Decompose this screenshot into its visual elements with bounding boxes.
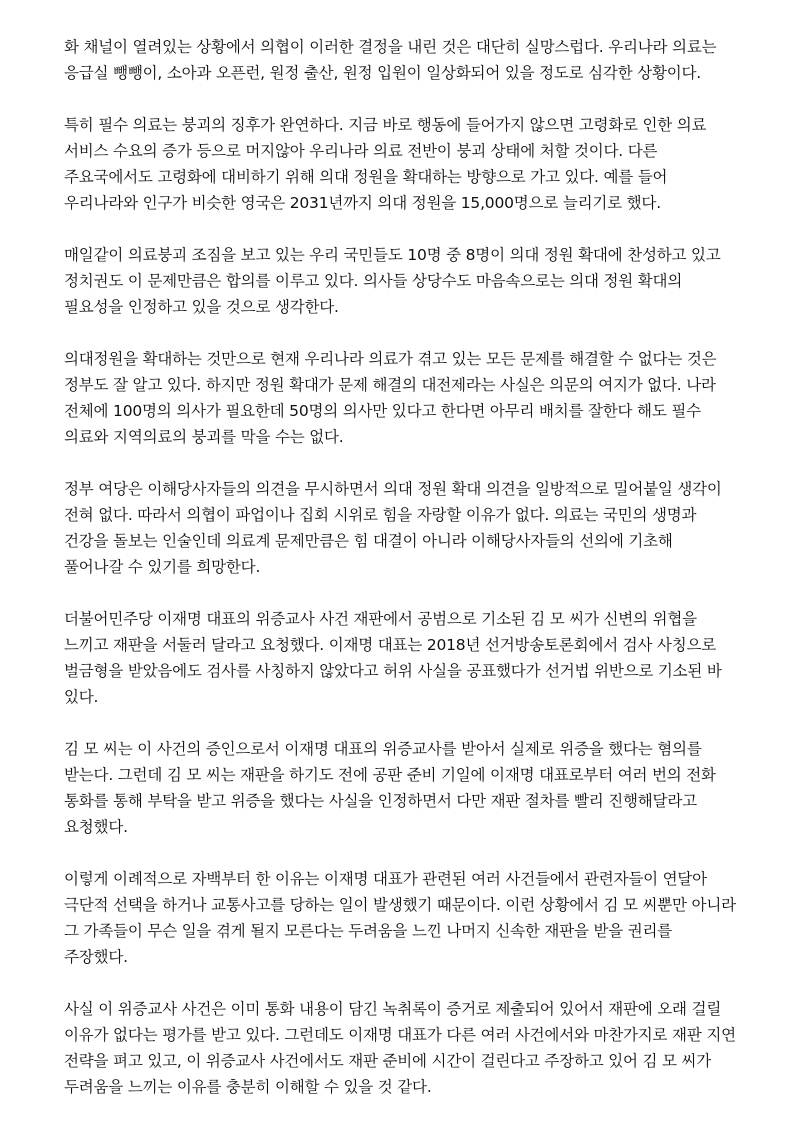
paragraph-8: 이렇게 이례적으로 자백부터 한 이유는 이재명 대표가 관련된 여러 사건들에서 관련자들이 연달아 극단적 선택을 하거나 교통사고를 당하는 일이 발생했기 때문이다. 이런 상황에서 김 모 씨뿐만 아니라 그 가족들이 무슨 일을 겪게 될지 모른다는 두려움을 느낀 나머지 신속한 재판을 받을 권리를 주장했다. xyxy=(64,870,736,966)
paragraph-6: 더불어민주당 이재명 대표의 위증교사 사건 재판에서 공범으로 기소된 김 모 씨가 신변의 위협을 느끼고 재판을 서둘러 달라고 요청했다. 이재명 대표는 2018년 선거방송토론회에서 검사 사칭으로 벌금형을 받았음에도 검사를 사칭하지 않았다고 허위 사실을 공표했다가 선거법 위반으로 기소된 바 있다. xyxy=(64,610,722,706)
paragraph-7: 김 모 씨는 이 사건의 증인으로서 이재명 대표의 위증교사를 받아서 실제로 위증을 했다는 혐의를 받는다. 그런데 김 모 씨는 재판을 하기도 전에 공판 준비 기일에 이재명 대표로부터 여러 번의 전화 통화를 통해 부탁을 받고 위증을 했다는 사실을 인정하면서 다만 재판 절차를 빨리 진행해달라고 요청했다. xyxy=(64,740,716,836)
paragraph-2: 특히 필수 의료는 붕괴의 징후가 완연하다. 지금 바로 행동에 들어가지 않으면 고령화로 인한 의료 서비스 수요의 증가 등으로 머지않아 우리나라 의료 전반이 붕괴 상태에 처할 것이다. 다른 주요국에서도 고령화에 대비하기 위해 의대 정원을 확대하는 방향으로 가고 있다. 예를 들어 우리나라와 인구가 비슷한 영국은 2031년까지 의대 정원을 15,000명으로 늘리기로 했다. xyxy=(64,116,707,212)
paragraph-3: 매일같이 의료붕괴 조짐을 보고 있는 우리 국민들도 10명 중 8명이 의대 정원 확대에 찬성하고 있고 정치권도 이 문제만큼은 합의를 이루고 있다. 의사들 상당수도 마음속으로는 의대 정원 확대의 필요성을 인정하고 있을 것으로 생각한다. xyxy=(64,246,721,316)
paragraph-1: 화 채널이 열려있는 상황에서 의협이 이러한 결정을 내린 것은 대단히 실망스럽다. 우리나라 의료는 응급실 뺑뺑이, 소아과 오픈런, 원정 출산, 원정 입원이 일상화되어 있을 정도로 심각한 상황이다. xyxy=(64,38,717,82)
paragraph-5: 정부 여당은 이해당사자들의 의견을 무시하면서 의대 정원 확대 의견을 일방적으로 밀어붙일 생각이 전혀 없다. 따라서 의협이 파업이나 집회 시위로 힘을 자랑할 이유가 없다. 의료는 국민의 생명과 건강을 돌보는 인술인데 의료계 문제만큼은 힘 대결이 아니라 이해당사자들의 선의에 기초해 풀어나갈 수 있기를 희망한다. xyxy=(64,480,722,576)
paragraph-9: 사실 이 위증교사 사건은 이미 통화 내용이 담긴 녹취록이 증거로 제출되어 있어서 재판에 오래 걸릴 이유가 없다는 평가를 받고 있다. 그런데도 이재명 대표가 다른 여러 사건에서와 마찬가지로 재판 지연 전략을 펴고 있고, 이 위증교사 사건에서도 재판 준비에 시간이 걸린다고 주장하고 있어 김 모 씨가 두려움을 느끼는 이유를 충분히 이해할 수 있을 것 같다. xyxy=(64,1000,736,1096)
paragraph-4: 의대정원을 확대하는 것만으로 현재 우리나라 의료가 겪고 있는 모든 문제를 해결할 수 없다는 것은 정부도 잘 알고 있다. 하지만 정원 확대가 문제 해결의 대전제라는 사실은 의문의 여지가 없다. 나라 전체에 100명의 의사가 필요한데 50명의 의사만 있다고 한다면 아무리 배치를 잘한다 해도 필수 의료와 지역의료의 붕괴를 막을 수는 없다. xyxy=(64,350,717,446)
document-page xyxy=(64,34,736,1126)
